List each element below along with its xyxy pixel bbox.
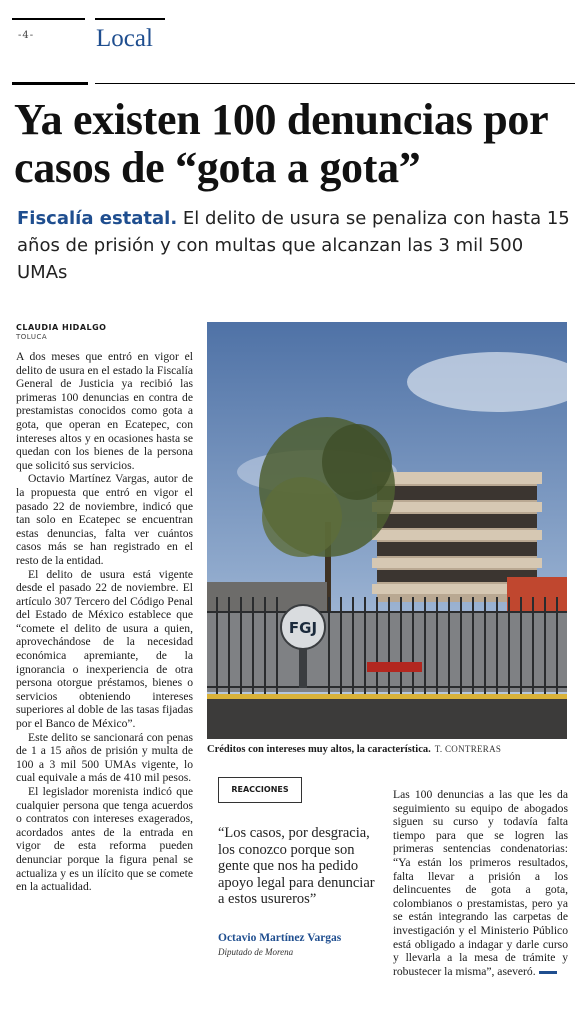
quote-author: Octavio Martínez Vargas: [218, 932, 342, 944]
subhead: [17, 205, 577, 286]
pull-quote: “Los casos, por desgracia, los conozco porque son gente que nos ha pedido apoyo legal para denunciar a estos usureros”: [218, 825, 375, 907]
quote-author-role: Diputado de Morena: [218, 947, 294, 957]
article-photo: [207, 322, 567, 739]
section-rule-thin: [95, 83, 575, 84]
paragraph: Este delito se sancionará con penas de 1 a 15 años de prisión y multa de 100 a 3 mil 500 UMAs vigente, lo cual equivale a más de 410 mil pesos.: [16, 730, 193, 785]
caption-text: Créditos con intereses muy altos, la característica.: [207, 744, 431, 755]
top-rule-left: [12, 18, 85, 20]
fgj-sign: FGJ: [288, 619, 318, 637]
closing-paragraph: Las 100 denuncias a las que les da seguimiento su equipo de abogados siguen su curso y todavía falta tiempo para que se logren las primeras sentencias condenatorias: “Ya están los primeros resultados, falta llevar a prisión a los delincuentes de gota a gota, colombianos o prestamistas, pero ya se están integrando las carpetas de investigación y el Ministerio Público está obligado a indagar y darle curso y llevarla a la mesa de trámite y robustecer la misma”, aseveró.: [393, 788, 568, 978]
paragraph: El legislador morenista indicó que cualquier persona que tenga acuerdos o contratos con intereses exagerados, acordados antes de la entrada en vigor de esta reforma pueden denunciar porque la figura penal se actualiza y es un ilícito que se comete en la actualidad.: [16, 785, 193, 894]
dateline: TOLUCA: [16, 333, 48, 341]
photo-credit: T. CONTRERAS: [434, 744, 502, 754]
top-rule-right: [95, 18, 165, 20]
paragraph: Octavio Martínez Vargas, autor de la propuesta que entró en vigor el pasado 22 de noviembre, indicó que tan solo en Ecatepec se encuentran estas denuncias, falta ver cuántos casos más se han registrado en el resto de la entidad.: [16, 472, 193, 567]
page-number: -4-: [18, 30, 35, 41]
section-rule-thick: [12, 82, 88, 85]
end-mark: [539, 971, 557, 974]
paragraph: A dos meses que entró en vigor el delito de usura en el estado la Fiscalía General de Justicia ya recibió las primeras 100 denuncias en contra de prestamistas conocidos como gota a gota, que operan en Ecatepec, con intereses altos y en ocasiones hasta se quedan con los bienes de la persona que solicitó sus servicios.: [16, 350, 193, 472]
photo-caption: [207, 744, 567, 755]
subhead-kicker: Fiscalía estatal.: [17, 208, 178, 229]
paragraph: El delito de usura está vigente desde el pasado 22 de noviembre. El artículo 307 Tercero del Código Penal del Estado de México establece que “comete el delito de usura a quien, aprovechándose de la necesidad económica apremiante, de la ignorancia o inexperiencia de otra persona otorgue préstamos, bienes o servicios obteniendo intereses superiores al doble de las tasas fijadas por el Banco de México”.: [16, 567, 193, 731]
reactions-badge: REACCIONES: [218, 777, 302, 803]
section-title: Local: [96, 25, 153, 52]
headline: Ya existen 100 denuncias por casos de “gota a gota”: [14, 95, 548, 192]
article-column-3: [393, 788, 568, 978]
byline: CLAUDIA HIDALGO: [16, 323, 107, 332]
closing-paragraph-wrapper: [393, 788, 568, 978]
article-column-1: [16, 350, 193, 894]
subhead-text: El delito de usura se penaliza con hasta 15 años de prisión y con multas que alcanzan las 3 mil 500 UMAs: [17, 208, 570, 283]
